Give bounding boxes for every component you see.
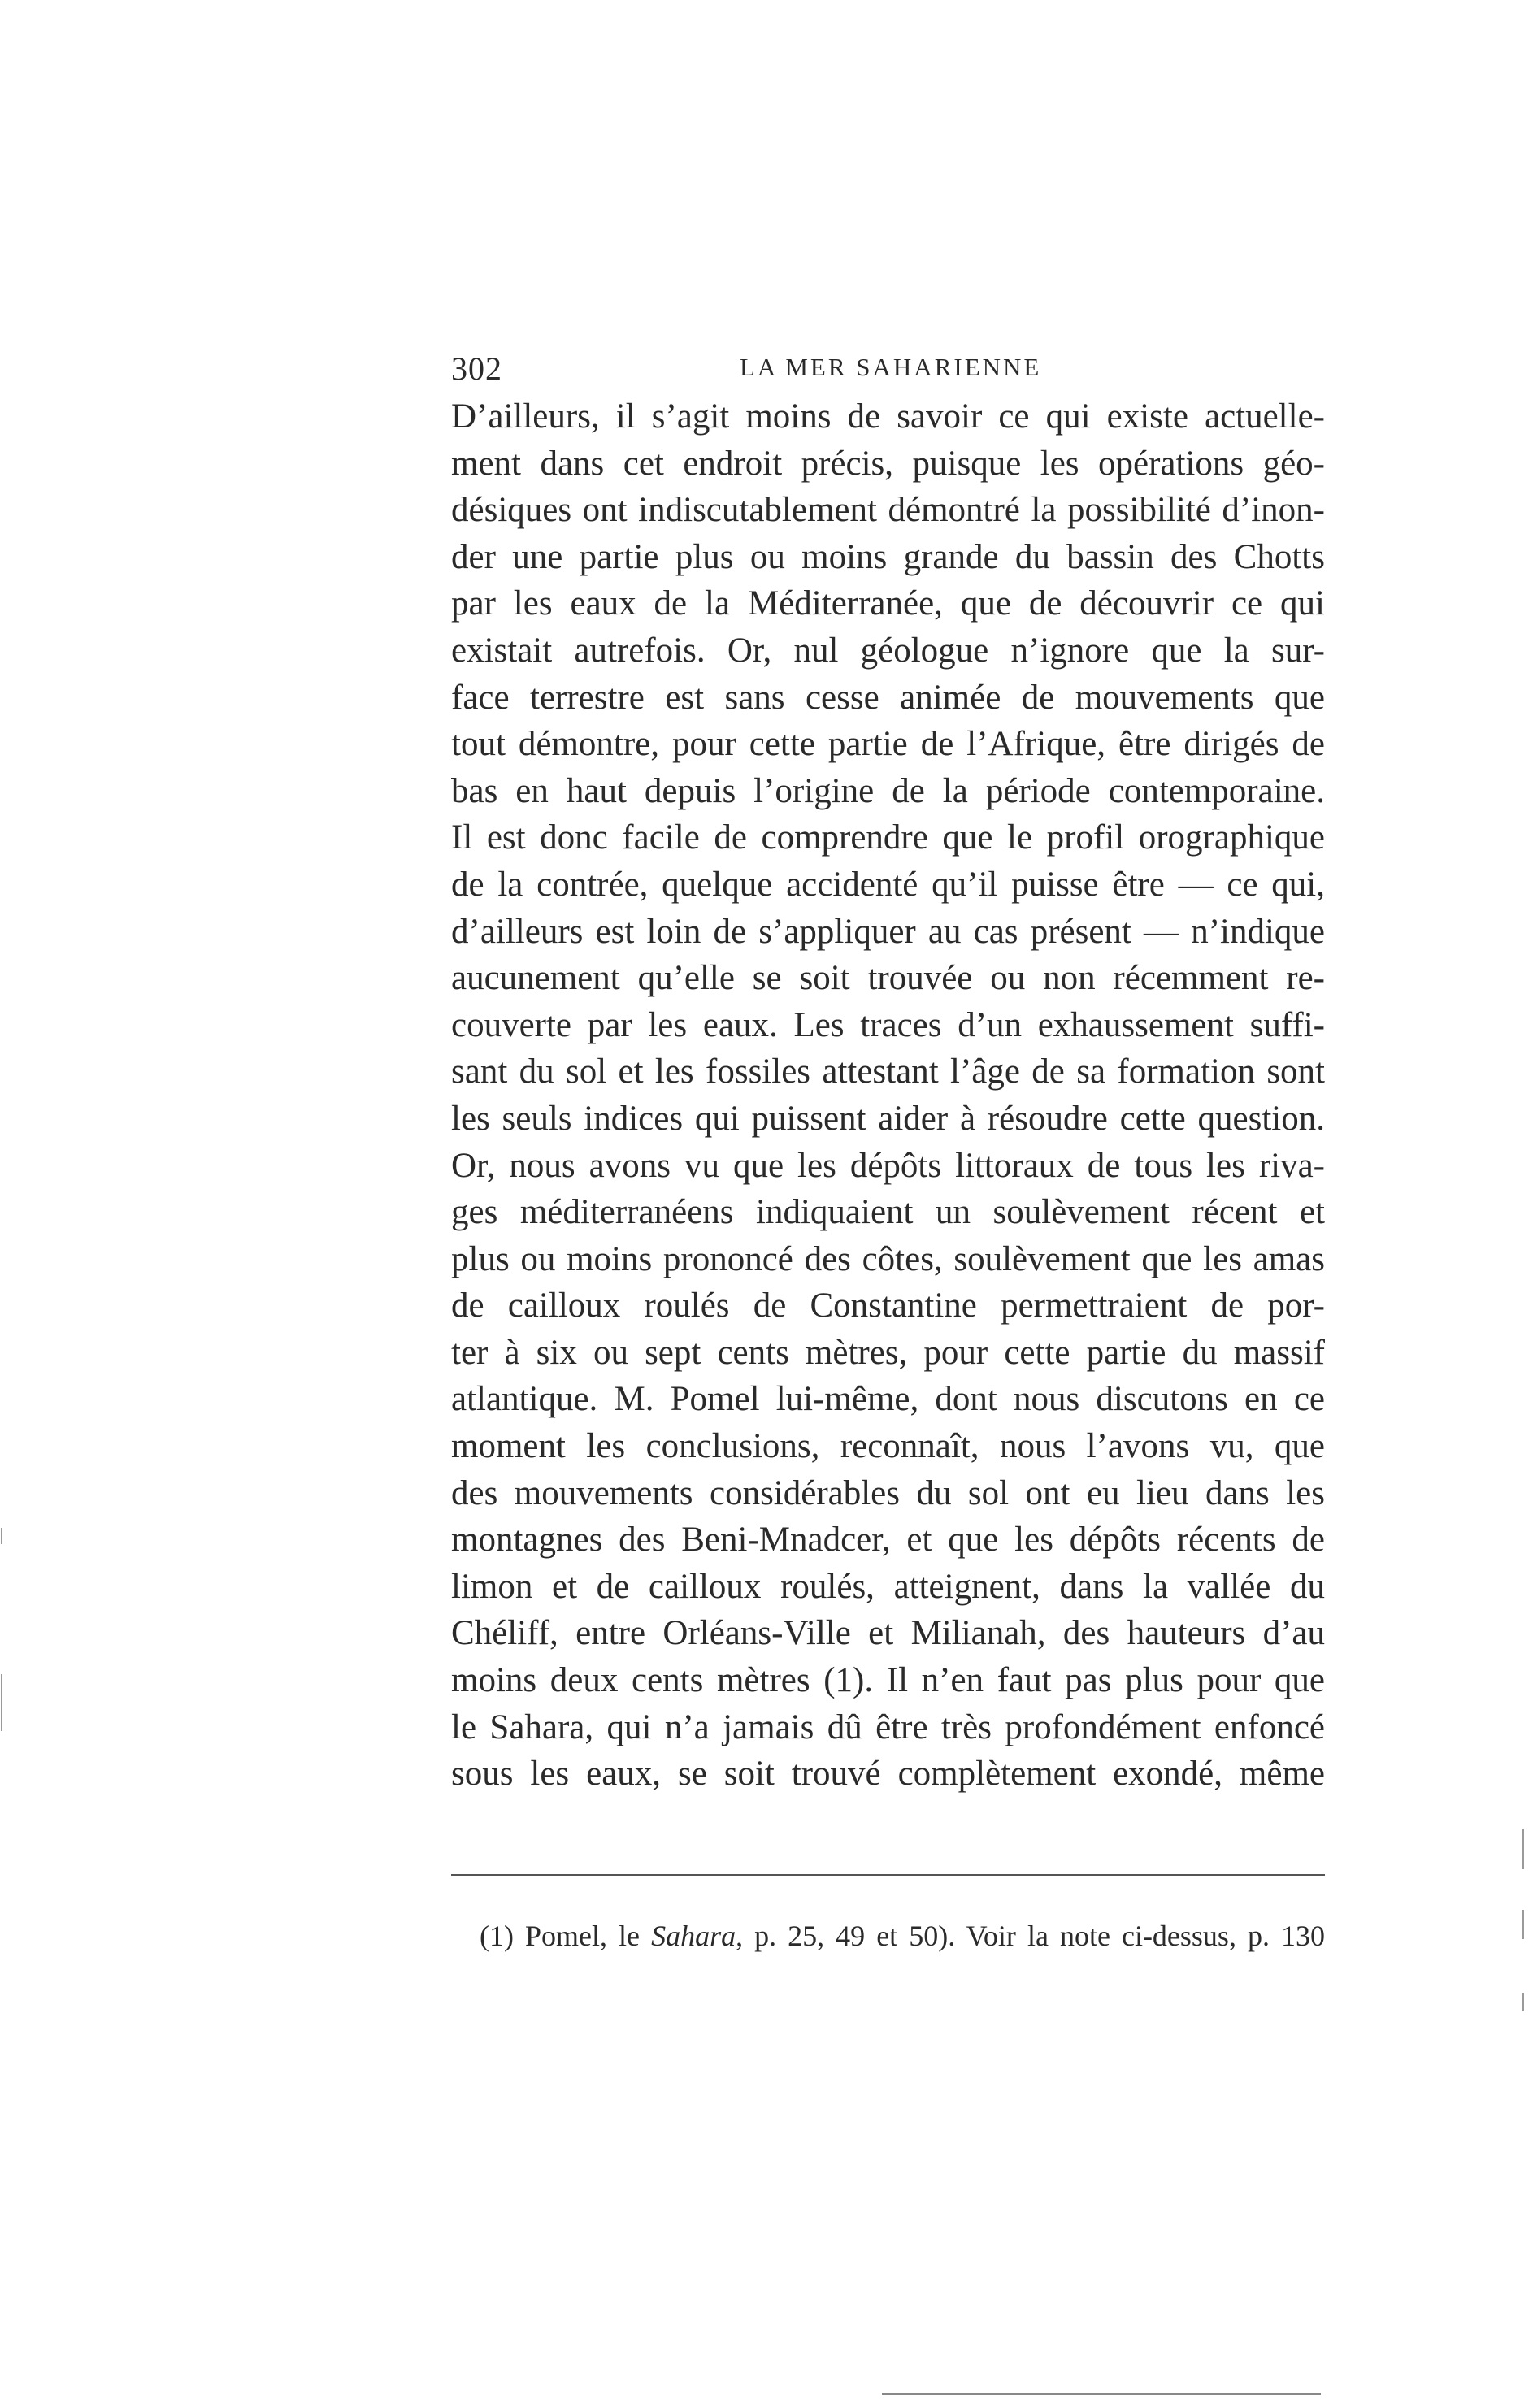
footnote-marker: (1) Pomel, le <box>480 1920 641 1952</box>
text-line: sant du sol et les fossiles attestant l’âge de sa formation sont <box>451 1052 1325 1091</box>
text-line: de cailloux roulés de Constantine permettraient de por- <box>451 1286 1325 1325</box>
text-line: sous les eaux, se soit trouvé complètement exondé, même <box>451 1755 1325 1794</box>
text-line: montagnes des Beni-Mnadcer, et que les dépôts récents de <box>451 1521 1325 1560</box>
text-line: ter à six ou sept cents mètres, pour cette partie du massif <box>451 1333 1325 1372</box>
text-line: der une partie plus ou moins grande du bassin des Chotts <box>451 537 1325 576</box>
footnote-rest: , p. 25, 49 et 50). Voir la note ci-dessus, p. 130 <box>736 1920 1326 1952</box>
footnote-italic-title: Sahara <box>651 1920 736 1952</box>
text-line: plus ou moins prononcé des côtes, soulèvement que les amas <box>451 1239 1325 1278</box>
text-line: des mouvements considérables du sol ont eu lieu dans les <box>451 1473 1325 1512</box>
text-line: bas en haut depuis l’origine de la période contemporaine. <box>451 771 1325 810</box>
text-line: D’ailleurs, il s’agit moins de savoir ce qui existe actuelle- <box>451 397 1325 436</box>
text-line: tout démontre, pour cette partie de l’Afrique, être dirigés de <box>451 725 1325 764</box>
text-line: existait autrefois. Or, nul géologue n’ignore que la sur- <box>451 631 1325 670</box>
text-line: les seuls indices qui puissent aider à résoudre cette question. <box>451 1099 1325 1138</box>
text-line: de la contrée, quelque accidenté qu’il puisse être — ce qui, <box>451 865 1325 904</box>
text-line: face terrestre est sans cesse animée de mouvements que <box>451 678 1325 717</box>
footnote <box>480 1916 1325 1955</box>
footnote-rule <box>451 1874 1325 1876</box>
text-line: limon et de cailloux roulés, atteignent, dans la vallée du <box>451 1567 1325 1606</box>
margin-mark <box>1 1674 2 1731</box>
running-head <box>451 349 1325 398</box>
margin-mark <box>1522 1993 1524 2011</box>
text-line: par les eaux de la Méditerranée, que de découvrir ce qui <box>451 584 1325 623</box>
text-line: désiques ont indiscutablement démontré la possibilité d’inon- <box>451 491 1325 530</box>
running-title: LA MER SAHARIENNE <box>740 353 1042 381</box>
text-line: atlantique. M. Pomel lui-même, dont nous discutons en ce <box>451 1380 1325 1419</box>
text-line: ges méditerranéens indiquaient un soulèvement récent et <box>451 1193 1325 1232</box>
text-line: Il est donc facile de comprendre que le profil orographique <box>451 818 1325 857</box>
margin-mark <box>1 1528 2 1544</box>
text-line: moins deux cents mètres (1). Il n’en faut pas plus pour que <box>451 1661 1325 1700</box>
text-line: d’ailleurs est loin de s’appliquer au cas présent — n’indique <box>451 912 1325 951</box>
text-line: Or, nous avons vu que les dépôts littoraux de tous les riva- <box>451 1146 1325 1185</box>
margin-mark <box>1522 1910 1524 1939</box>
text-line: couverte par les eaux. Les traces d’un exhaussement suffi- <box>451 1005 1325 1044</box>
text-line: Chéliff, entre Orléans-Ville et Milianah, des hauteurs d’au <box>451 1614 1325 1653</box>
text-line: le Sahara, qui n’a jamais dû être très profondément enfoncé <box>451 1707 1325 1746</box>
text-line: moment les conclusions, reconnaît, nous l’avons vu, que <box>451 1427 1325 1466</box>
bottom-edge-rule <box>882 2393 1321 2395</box>
text-line: aucunement qu’elle se soit trouvée ou non récemment re- <box>451 959 1325 998</box>
body-text <box>451 393 1325 1798</box>
page-number: 302 <box>451 350 502 387</box>
text-line: ment dans cet endroit précis, puisque les opérations géo- <box>451 444 1325 483</box>
margin-mark <box>1522 1829 1524 1869</box>
